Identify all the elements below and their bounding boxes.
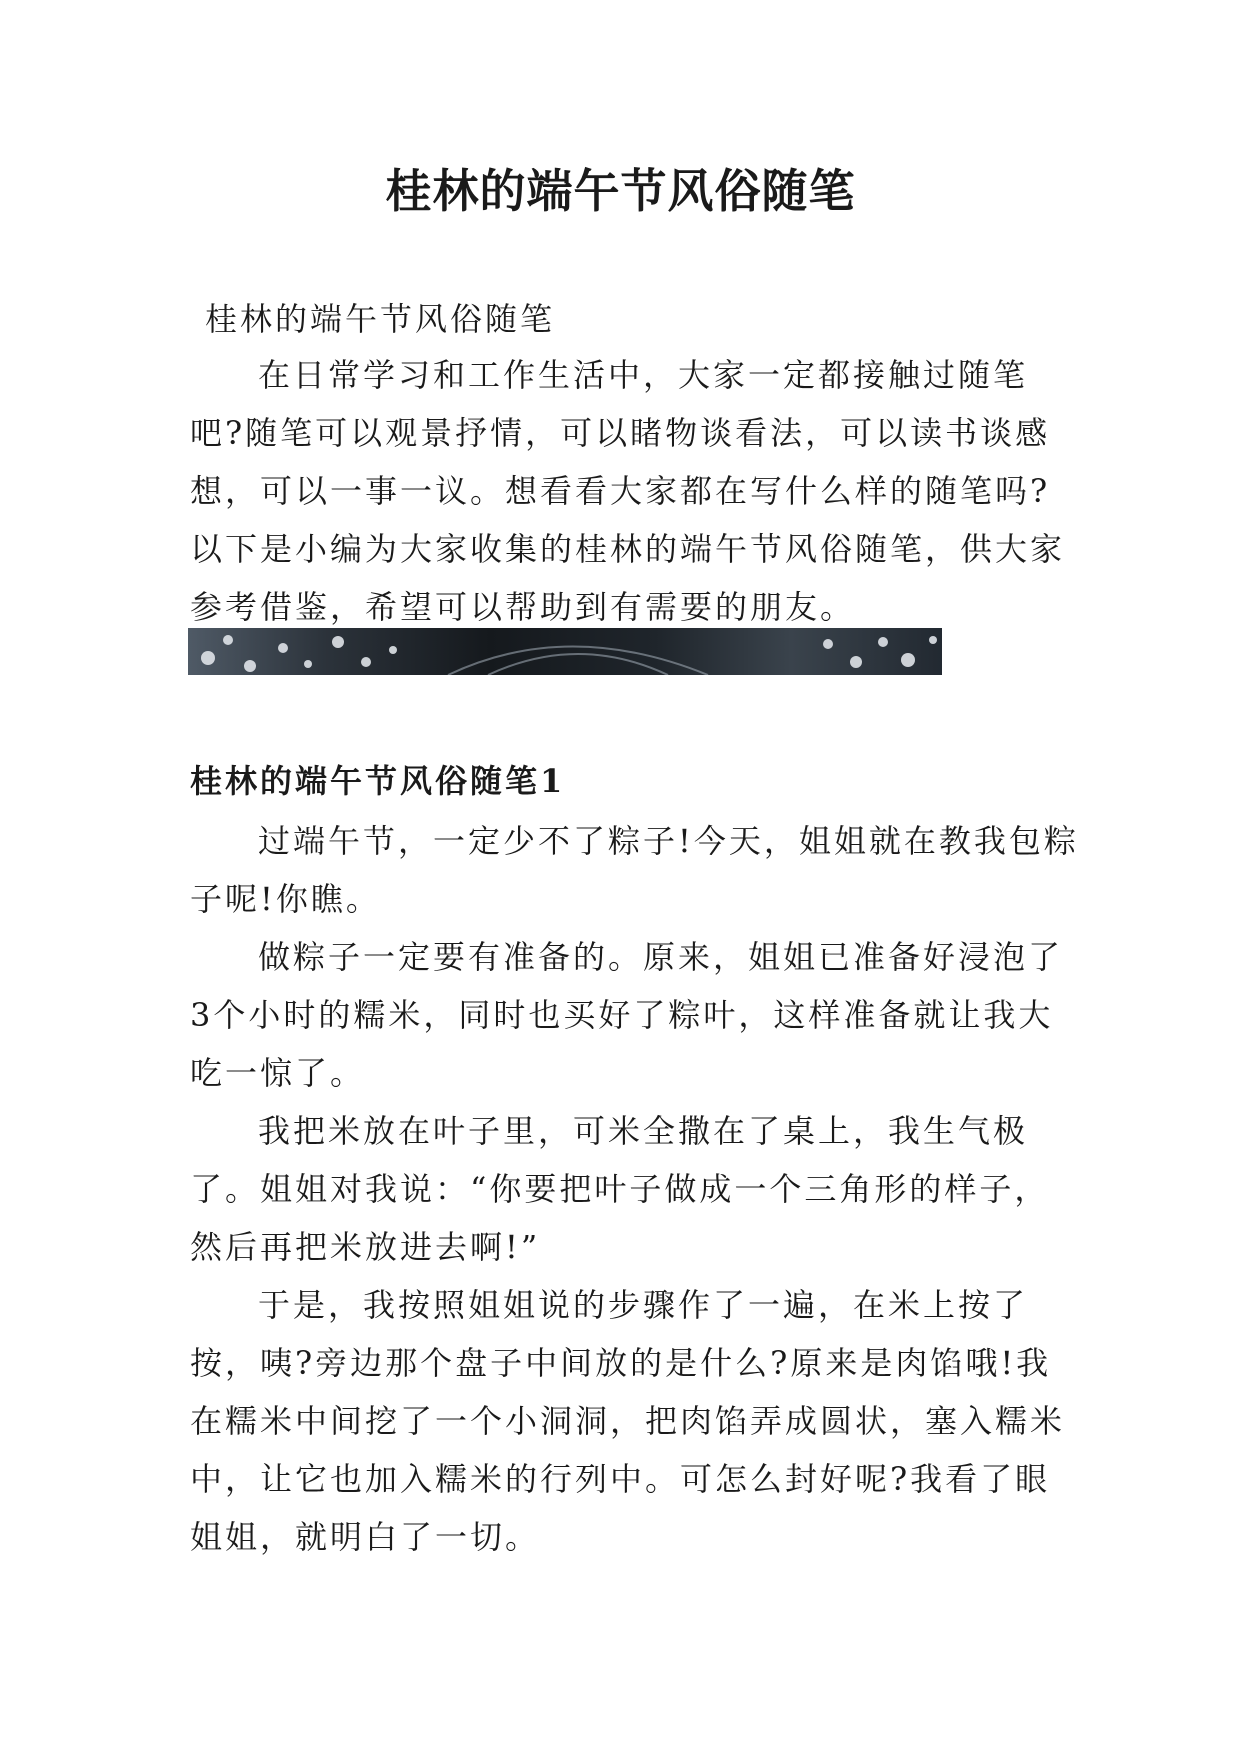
document-subtitle: 桂林的端午节风俗随笔 xyxy=(205,300,556,338)
section-1-paragraph-4: 于是，我按照姐姐说的步骤作了一遍，在米上按了按，咦?旁边那个盘子中间放的是什么?原来是肉馅哦!我在糯米中间挖了一个小洞洞，把肉馅弄成圆状，塞入糯米中，让它也加入糯米的行列中。可怎么封好呢?我看了眼姐姐，就明白了一切。 xyxy=(190,1286,1066,1556)
section-1-paragraph-1: 过端午节，一定少不了粽子!今天，姐姐就在教我包粽子呢!你瞧。 xyxy=(190,822,1079,918)
decorative-banner-image xyxy=(188,628,942,675)
intro-section xyxy=(190,346,1080,636)
section-1-body xyxy=(190,812,1080,1566)
floral-pattern-image xyxy=(188,628,942,675)
document-title: 桂林的端午节风俗随笔 xyxy=(385,164,856,218)
section-1-paragraph-2: 做粽子一定要有准备的。原来，姐姐已准备好浸泡了3个小时的糯米，同时也买好了粽叶，这样准备就让我大吃一惊了。 xyxy=(190,938,1064,1092)
section-1-paragraph-3: 我把米放在叶子里，可米全撒在了桌上，我生气极了。姐姐对我说：“你要把叶子做成一个三角形的样子，然后再把米放进去啊!” xyxy=(190,1112,1050,1266)
intro-paragraph: 在日常学习和工作生活中，大家一定都接触过随笔吧?随笔可以观景抒情，可以睹物谈看法，可以读书谈感想，可以一事一议。想看看大家都在写什么样的随笔吗?以下是小编为大家收集的桂林的端午节风俗随笔，供大家参考借鉴，希望可以帮助到有需要的朋友。 xyxy=(190,356,1066,626)
section-1-heading: 桂林的端午节风俗随笔1 xyxy=(190,762,566,800)
